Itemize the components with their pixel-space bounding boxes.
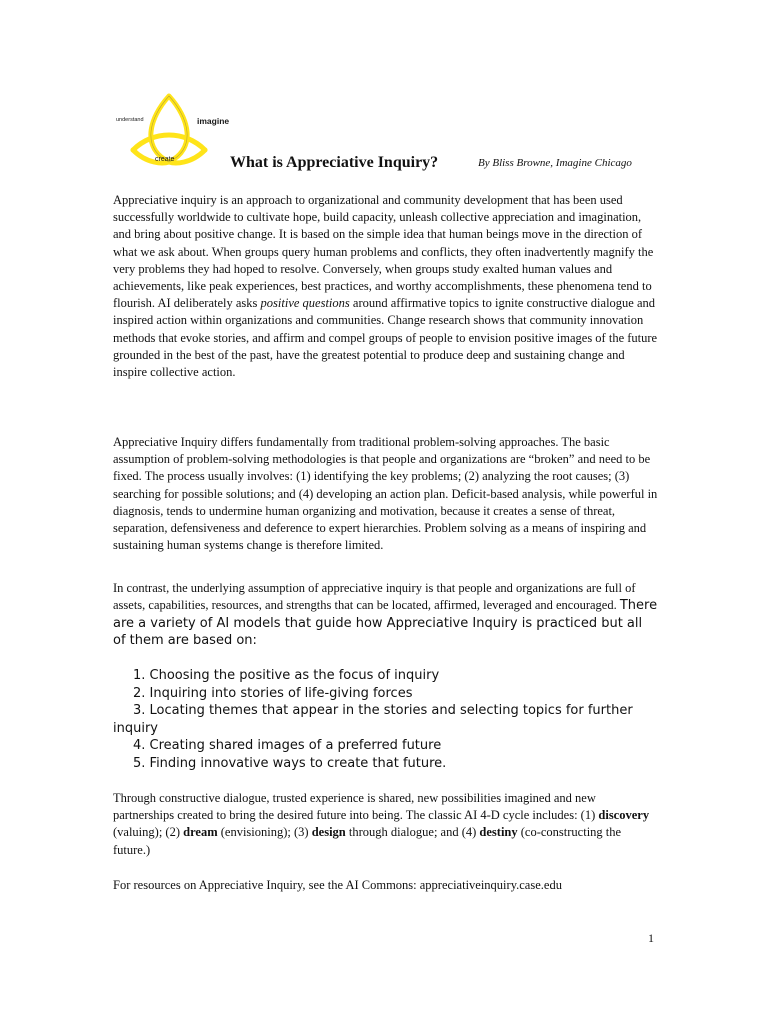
- ai-principles-list: [113, 667, 658, 773]
- logo-word-bottom: create: [155, 156, 175, 163]
- intro-text-end: around affirmative topics to ignite constructive dialogue and inspired action within organizations and communities. Change research shows that community innovation methods that evoke stories, and affirm and compel groups of people to envision positive images of the future grounded in the best of the past, have the greatest potential to produce deep and sustaining change and inspire collective action.: [113, 296, 658, 380]
- positive-questions-emphasis: positive questions: [260, 296, 350, 311]
- author-byline: By Bliss Browne, Imagine Chicago: [478, 157, 632, 169]
- logo-word-right: imagine: [197, 116, 230, 126]
- contrast-paragraph: [113, 580, 658, 650]
- list-item: 4. Creating shared images of a preferred future: [133, 738, 442, 754]
- cycle-text: (co-constructing the future.): [113, 825, 622, 857]
- list-item: 3. Locating themes that appear in the stories and selecting topics for further inquiry: [113, 703, 633, 736]
- list-item: 1. Choosing the positive as the focus of inquiry: [133, 668, 440, 683]
- term-discovery: discovery: [598, 808, 650, 823]
- term-design: design: [311, 825, 346, 840]
- four-d-cycle-paragraph: [113, 790, 658, 859]
- document-title: What is Appreciative Inquiry?: [230, 154, 439, 171]
- imagine-chicago-logo: [113, 90, 230, 171]
- ai-models-text: There are a variety of AI models that guide how Appreciative Inquiry is practiced but all of them are based on:: [113, 598, 658, 649]
- cycle-intro: Through constructive dialogue, trusted experience is shared, new possibilities imagined and new partnerships created to bring the desired future into being. The classic AI 4-D cycle includes: (1): [113, 791, 599, 823]
- cycle-text: (envisioning); (3): [217, 825, 312, 840]
- term-dream: dream: [183, 825, 218, 840]
- intro-text-start: Appreciative inquiry is an approach to organizational and community development that has been used successfully worldwide to cultivate hope, build capacity, unleash collective appreciation and imagination, and bring about positive change. It is based on the simple idea that human beings move in the direction of what we ask about. When groups query human problems and conflicts, they often inadvertently magnify the very problems they had hoped to resolve. Conversely, when groups study exalted human values and achievements, like peak experiences, best practices, and worthy accomplishments, these phenomena tend to flourish. AI deliberately asks: [113, 193, 654, 311]
- intro-paragraph: [113, 192, 658, 381]
- page-number: 1: [648, 931, 654, 945]
- list-item: 5. Finding innovative ways to create that future.: [133, 755, 447, 771]
- list-item: 2. Inquiring into stories of life-giving forces: [133, 685, 413, 701]
- term-destiny: destiny: [479, 825, 518, 840]
- problem-solving-paragraph: Appreciative Inquiry differs fundamentally from traditional problem-solving approaches. The basic assumption of problem-solving methodologies is that people and organizations are “broken” and need to be fixed. The process usually involves: (1) identifying the key problems; (2) analyzing the root causes; (3) searching for possible solutions; and (4) developing an action plan. Deficit-based analysis, while powerful in diagnosis, tends to undermine human organizing and motivation, because it creates a sense of threat, separation, defensiveness and deference to expert hierarchies. Problem solving as a means of inspiring and sustaining human systems change is therefore limited.: [113, 435, 658, 553]
- cycle-text: through dialogue; and (4): [345, 825, 480, 840]
- resources-paragraph: For resources on Appreciative Inquiry, see the AI Commons: appreciativeinquiry.case.edu: [113, 878, 562, 892]
- cycle-text: (valuing); (2): [113, 825, 184, 840]
- logo-word-left: understand: [116, 117, 144, 123]
- contrast-text: In contrast, the underlying assumption of appreciative inquiry is that people and organizations are full of assets, capabilities, resources, and strengths that can be located, affirmed, leveraged and encouraged.: [113, 581, 636, 613]
